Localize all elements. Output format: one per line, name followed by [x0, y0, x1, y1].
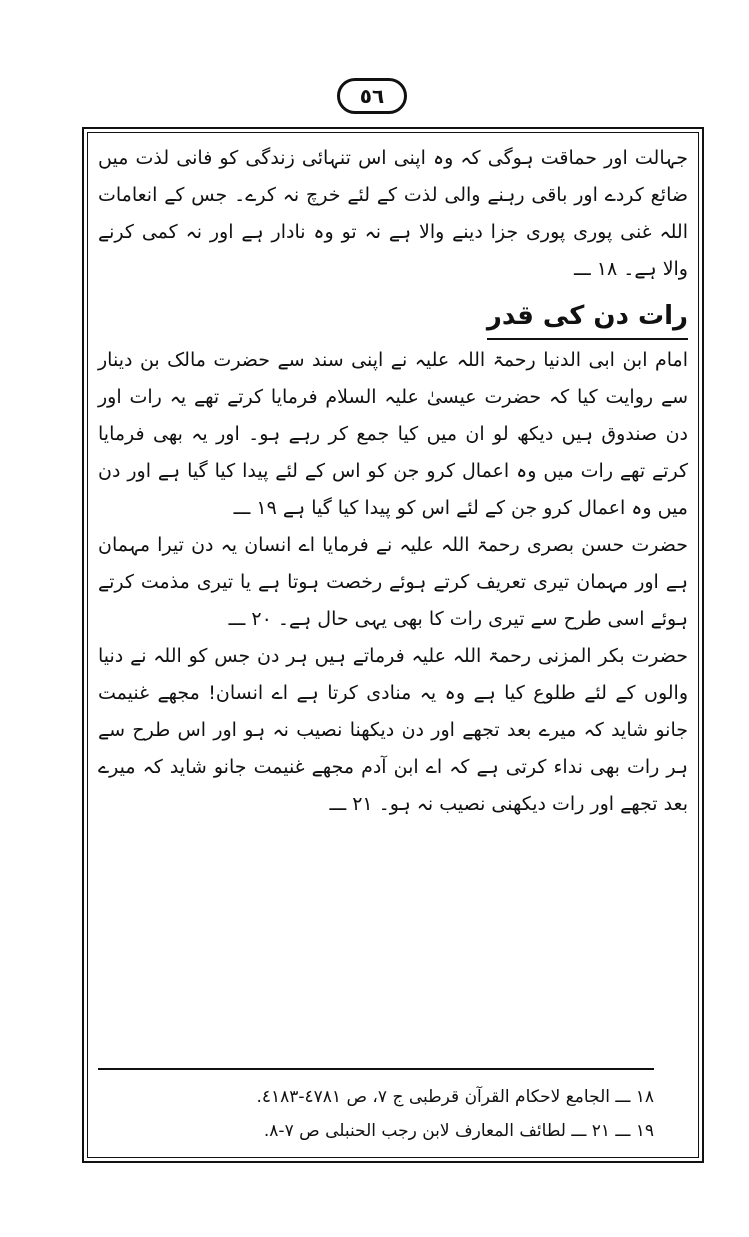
page-content: [98, 140, 688, 823]
intro-paragraph: جہالت اور حماقت ہوگی کہ وہ اپنی اس تنہائی زندگی کو فانی لذت میں ضائع کردے اور باقی رہنے والی لذت کے لئے خرچ نہ کرے۔ جس کے انعامات اللہ غنی پوری پوری جزا دینے والا ہے نہ تو وہ نادار ہے اور نہ کمی کرنے والا ہے۔ ۱۸ ـــ: [98, 147, 688, 280]
footnote-19-21: ۱۹ ـــ ۲۱ ـــ لطائف المعارف لابن رجب الحنبلی ص ۷-۸.: [263, 1121, 654, 1141]
footnotes: [98, 1068, 654, 1148]
page-number: ٥٦: [337, 78, 407, 114]
paragraph-malik-bin-dinar: امام ابن ابی الدنیا رحمۃ اللہ علیہ نے اپنی سند سے حضرت مالک بن دینار سے روایت کیا کہ حضرت عیسیٰ علیہ السلام فرمایا کرتے تھے یہ رات اور دن صندوق ہیں دیکھ لو ان میں کیا جمع کر رہے ہو۔ اور یہ بھی فرمایا کرتے تھے رات میں وہ اعمال کرو جن کو اس کے لئے پیدا کیا گیا ہے اور دن میں وہ اعمال کرو جن کے لئے اس کو پیدا کیا گیا ہے ۱۹ ـــ: [98, 349, 688, 519]
paragraph-hasan-basri: حضرت حسن بصری رحمۃ اللہ علیہ نے فرمایا اے انسان یہ دن تیرا مہمان ہے اور مہمان تیری تعریف کرتے ہوئے رخصت ہوتا ہے یا تیری مذمت کرتے ہوئے اسی طرح سے تیری رات کا بھی یہی حال ہے۔ ۲۰ ـــ: [98, 534, 688, 630]
section-heading: رات دن کی قدر: [487, 296, 688, 340]
footnote-18: ۱۸ ـــ الجامع لاحکام القرآن قرطبی ج ۷، ص ٤٧٨١-٤١٨٣.: [256, 1087, 654, 1107]
paragraph-bakr-muzani: حضرت بکر المزنی رحمۃ اللہ علیہ فرماتے ہیں ہر دن جس کو اللہ نے دنیا والوں کے لئے طلوع کیا ہے وہ یہ منادی کرتا ہے اے انسان! مجھے غنیمت جانو شاید کہ میرے بعد تجھے اور دن دیکھنا نصیب نہ ہو اور اس طرح سے ہر رات بھی نداء کرتی ہے کہ اے ابن آدم مجھے غنیمت جانو شاید کہ میرے بعد تجھے اور رات دیکھنی نصیب نہ ہو۔ ۲۱ ـــ: [98, 645, 688, 815]
section-heading-wrap: [98, 288, 688, 342]
